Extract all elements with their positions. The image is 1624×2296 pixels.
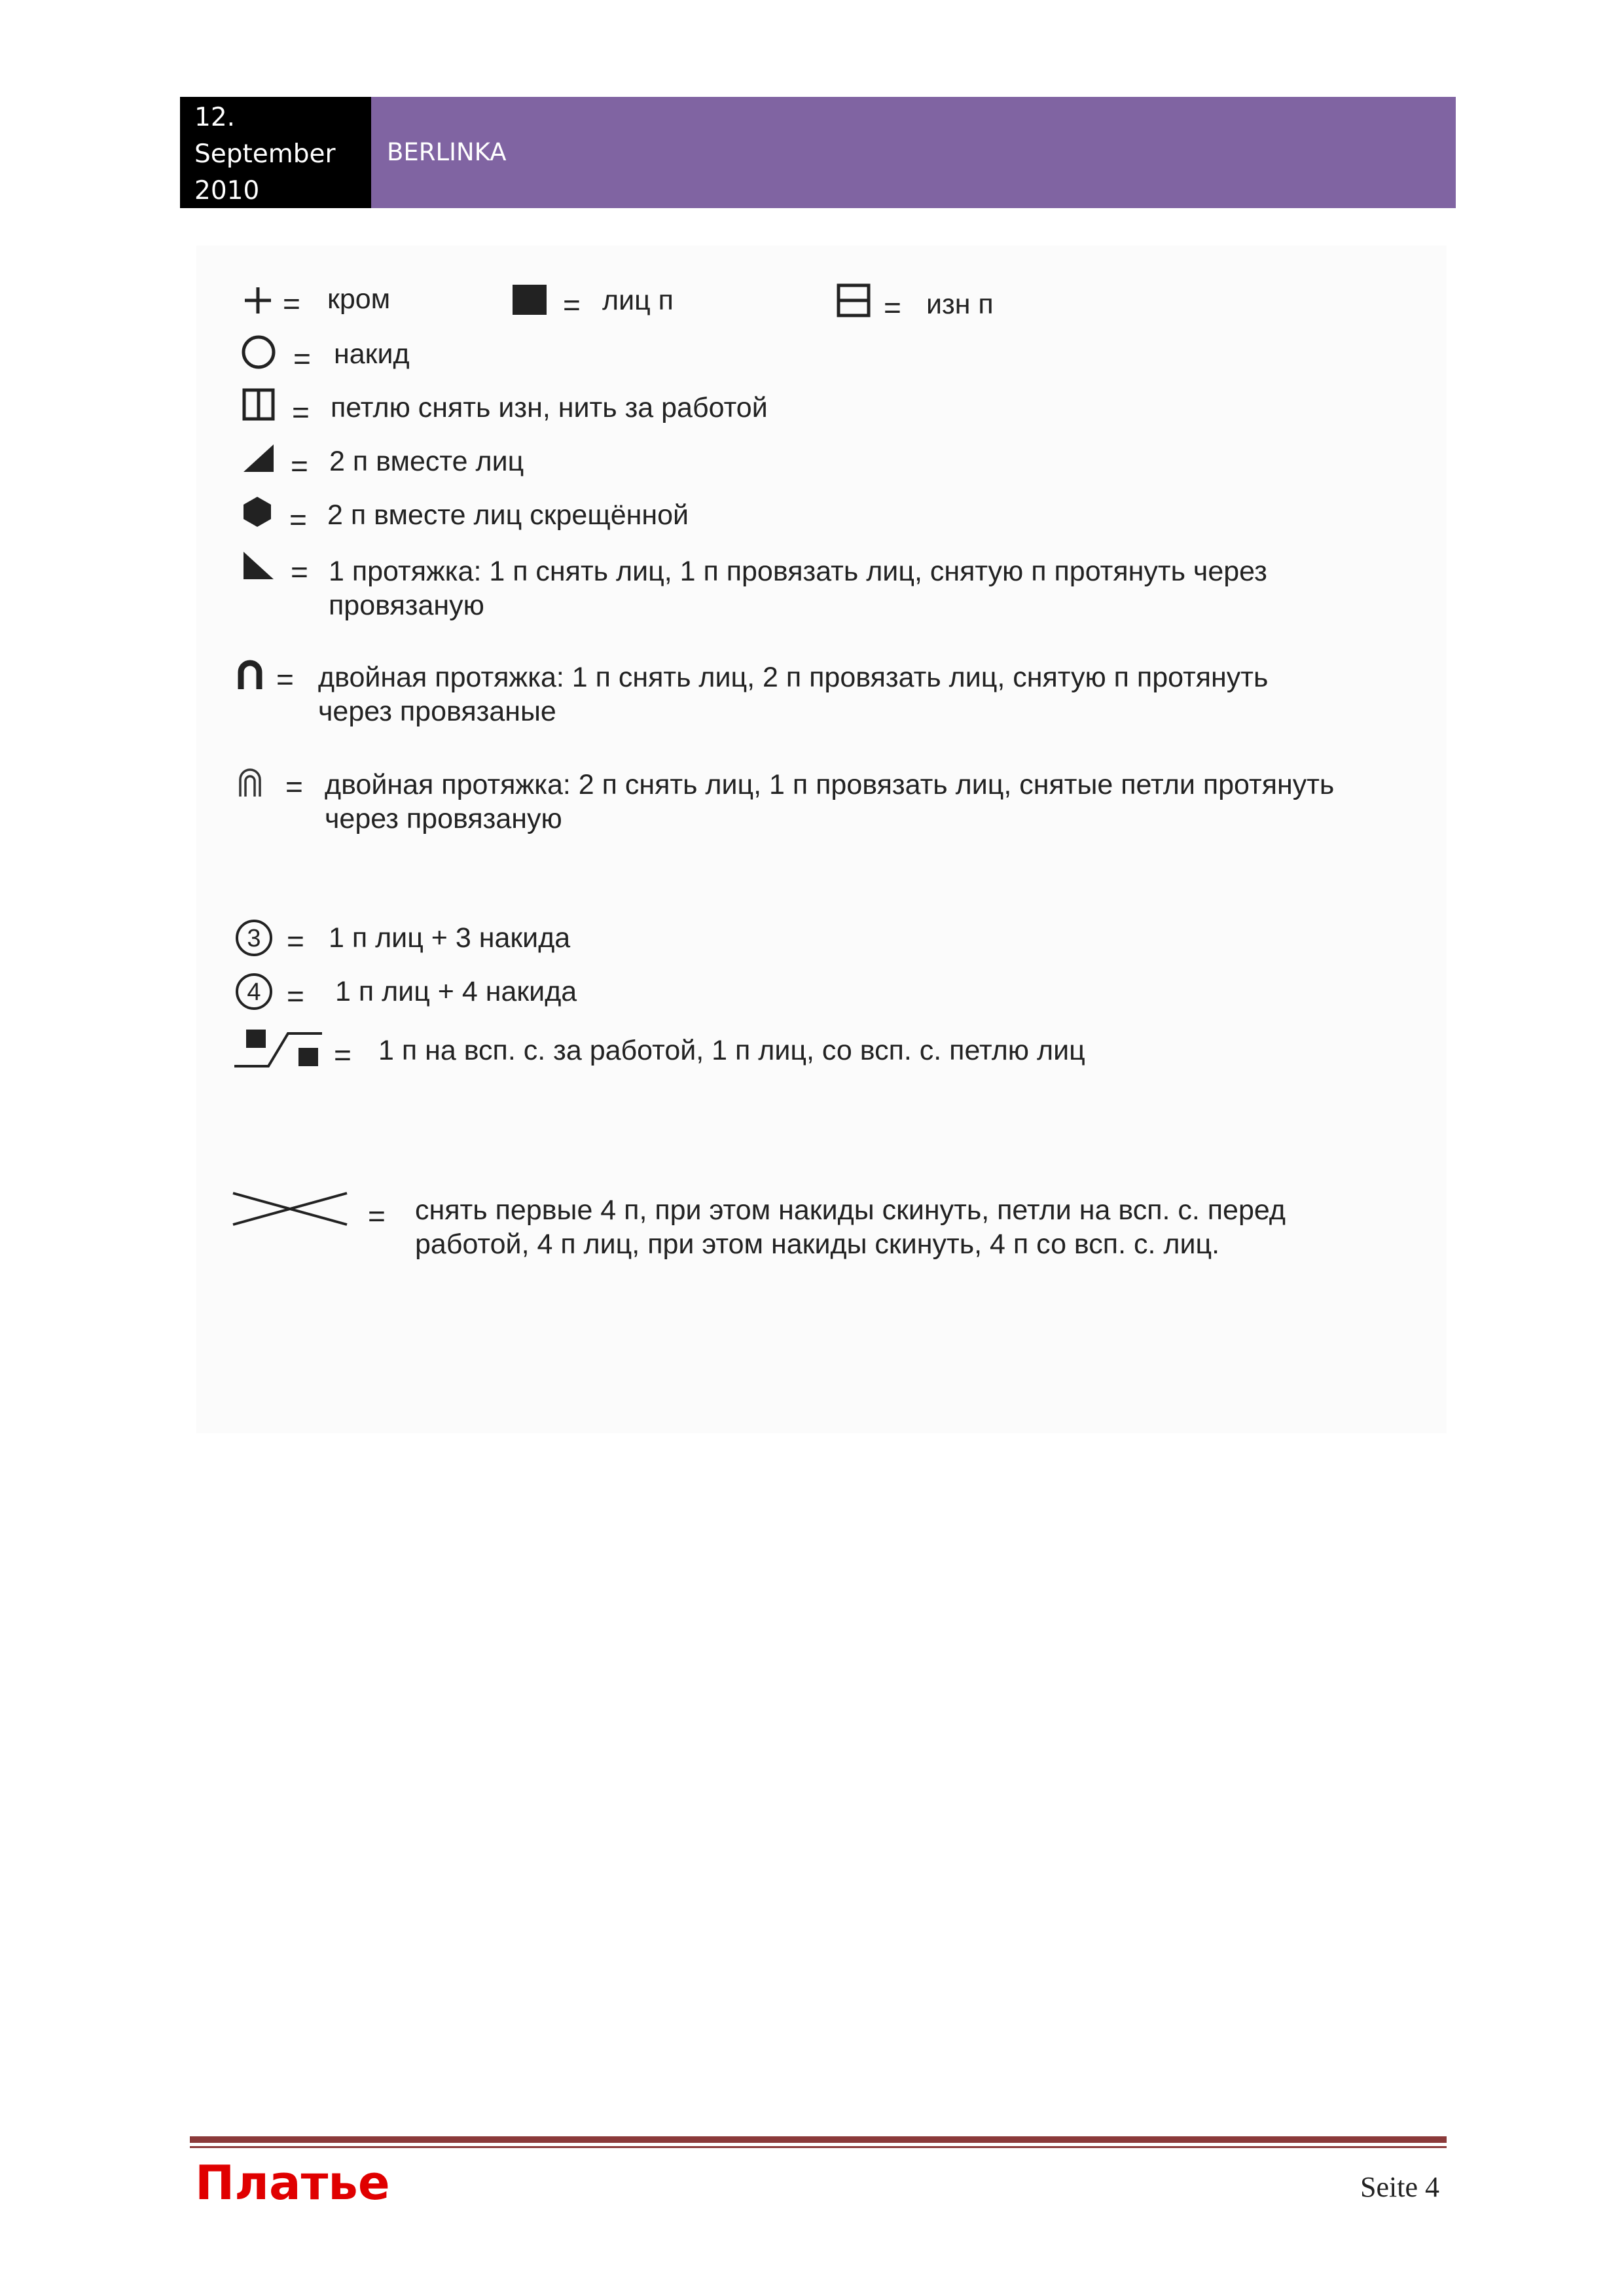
legend-text-line-2: провязаную — [329, 590, 484, 621]
circle-icon — [241, 334, 276, 370]
legend-text-line-1: 1 протяжка: 1 п снять лиц, 1 п провязать лиц, снятую п протянуть через — [329, 556, 1267, 587]
square-vertical-line-icon — [242, 388, 275, 421]
header-date-block — [180, 97, 371, 208]
header-bar — [371, 97, 1456, 208]
big-cross-icon — [232, 1187, 348, 1229]
stitch-legend — [196, 245, 1447, 1433]
triangle-right-icon — [242, 443, 275, 473]
legend-text-line-1: двойная протяжка: 1 п снять лиц, 2 п провязать лиц, снятую п протянуть — [318, 662, 1269, 693]
equals-sign: = — [292, 395, 310, 429]
equals-sign: = — [368, 1199, 386, 1233]
circled-3-glyph: 3 — [247, 925, 261, 952]
legend-text: изн п — [926, 289, 994, 320]
equals-sign: = — [276, 662, 294, 696]
circled-4-icon — [234, 972, 274, 1011]
legend-text: лиц п — [602, 285, 674, 316]
equals-sign: = — [293, 342, 311, 376]
filled-square-icon — [513, 285, 547, 315]
legend-text-line-1: снять первые 4 п, при этом накиды скинуть, петли на всп. с. перед — [415, 1194, 1286, 1226]
square-horizontal-line-icon — [837, 283, 871, 317]
equals-sign: = — [291, 449, 308, 483]
equals-sign: = — [563, 288, 581, 322]
plus-icon — [244, 286, 272, 315]
footer-rule-thin — [190, 2146, 1447, 2148]
legend-text-line-2: работой, 4 п лиц, при этом накиды скинуть, 4 п со всп. с. лиц. — [415, 1229, 1220, 1260]
footer-title: Платье — [195, 2155, 390, 2210]
equals-sign: = — [283, 287, 300, 321]
equals-sign: = — [287, 979, 304, 1013]
equals-sign: = — [289, 503, 307, 537]
hexagon-icon — [242, 495, 272, 528]
header-date-year: 2010 — [194, 176, 260, 206]
header-date-day: 12. — [194, 103, 236, 132]
legend-text: накид — [334, 338, 410, 370]
legend-text-line-2: через провязаные — [318, 696, 556, 727]
legend-text: 1 п лиц + 3 накида — [329, 922, 571, 954]
legend-text: 2 п вместе лиц скрещённой — [327, 499, 689, 531]
legend-text: 2 п вместе лиц — [329, 446, 524, 477]
circled-3-icon — [234, 918, 274, 958]
equals-sign: = — [291, 555, 308, 589]
header-date-month: September — [194, 139, 336, 169]
footer-rule-thick — [190, 2136, 1447, 2143]
equals-sign: = — [287, 924, 304, 958]
legend-text: 1 п лиц + 4 накида — [335, 976, 577, 1007]
equals-sign: = — [334, 1038, 352, 1072]
equals-sign: = — [884, 291, 901, 325]
legend-text: 1 п на всп. с. за работой, 1 п лиц, со всп. с. петлю лиц — [378, 1035, 1085, 1066]
triangle-left-icon — [242, 550, 275, 581]
equals-sign: = — [285, 770, 303, 804]
legend-text: кром — [327, 283, 391, 315]
cable-cross-icon — [233, 1028, 322, 1070]
page-number: Seite 4 — [1360, 2171, 1439, 2203]
legend-text: петлю снять изн, нить за работой — [331, 392, 768, 423]
double-arch-icon — [237, 766, 263, 798]
legend-text-line-1: двойная протяжка: 2 п снять лиц, 1 п провязать лиц, снятые петли протянуть — [325, 769, 1335, 800]
arch-icon — [237, 659, 263, 691]
header-author: BERLINKA — [387, 138, 507, 166]
legend-text-line-2: через провязаную — [325, 803, 562, 834]
circled-4-glyph: 4 — [247, 978, 261, 1006]
